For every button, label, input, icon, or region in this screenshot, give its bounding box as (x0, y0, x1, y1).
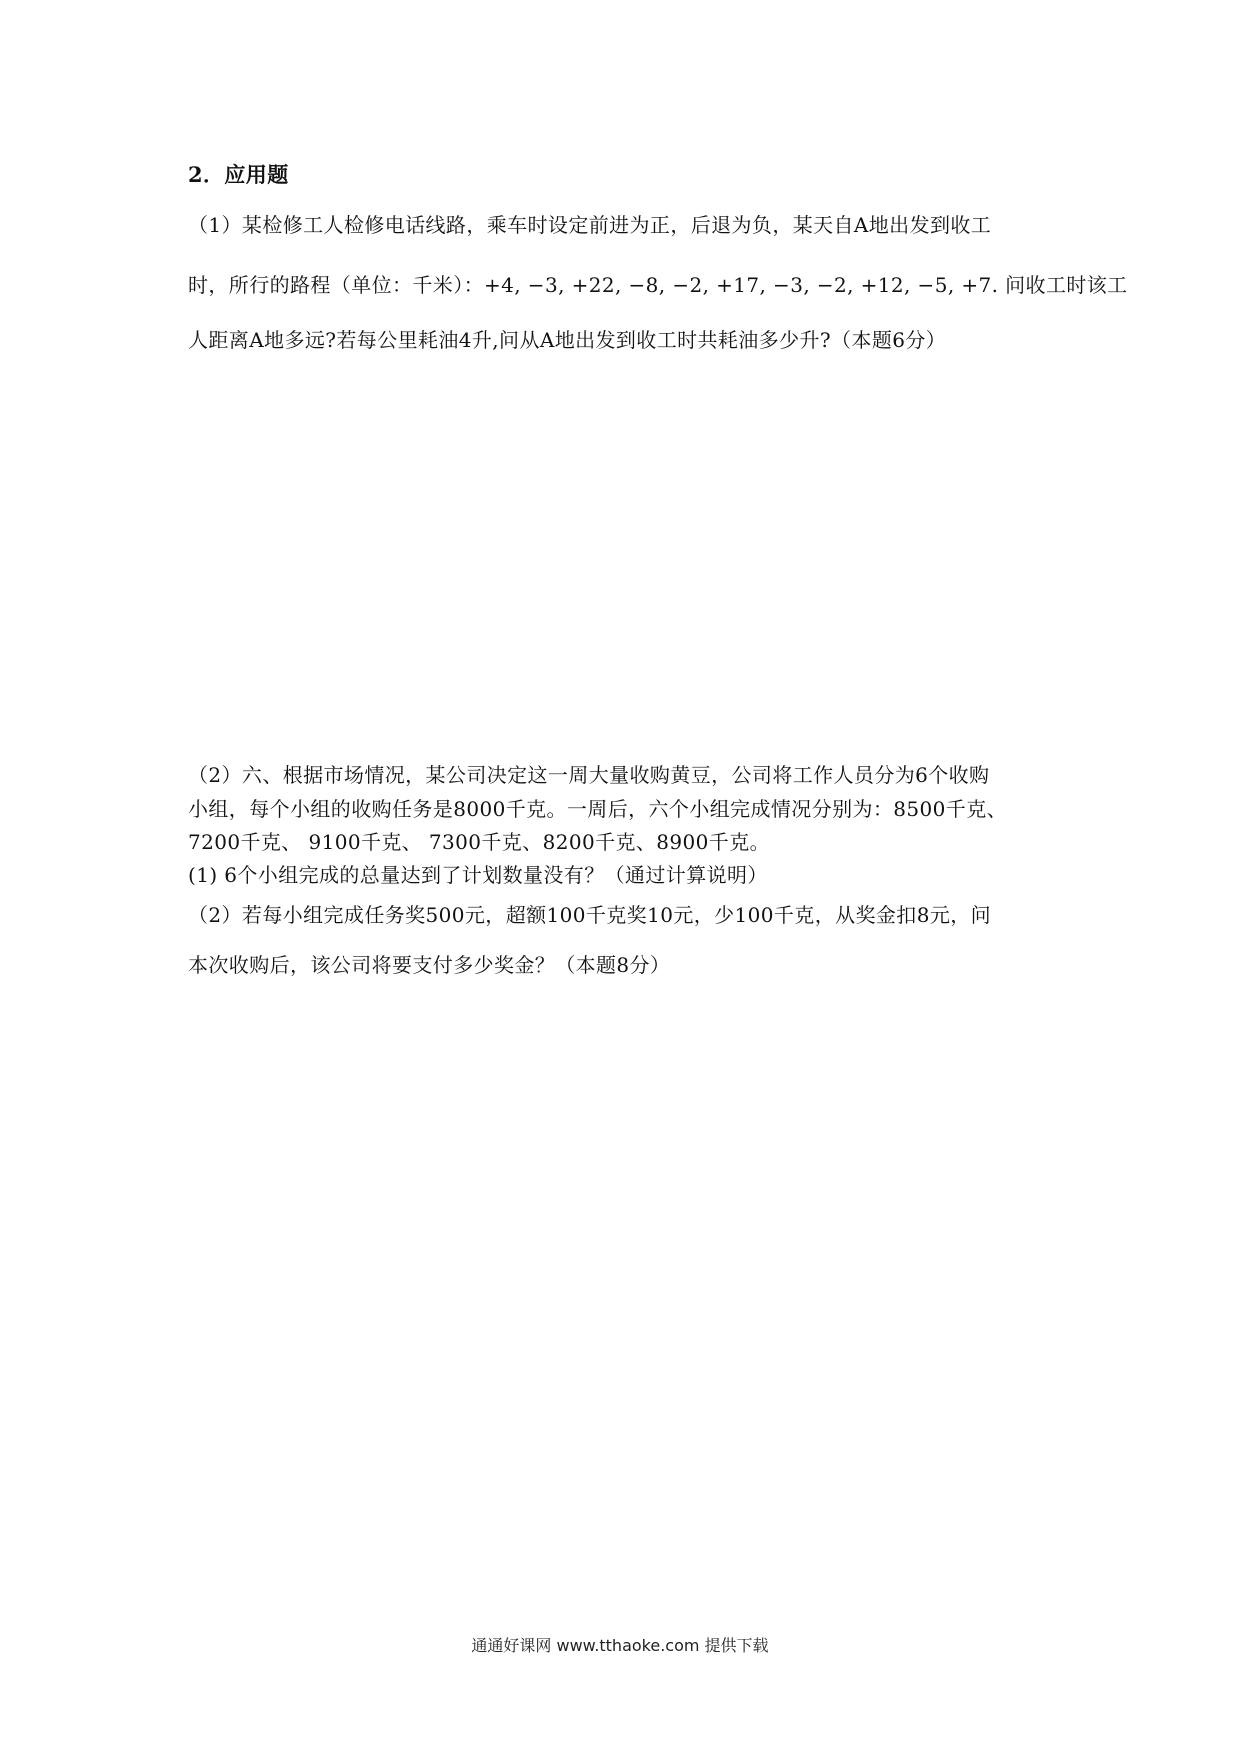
problem2-line-2: 小组，每个小组的收购任务是8000千克。一周后，六个小组完成情况分别为：8500千克、 (188, 797, 1007, 821)
section-heading: 2．应用题 (188, 162, 289, 187)
problem2-subquestion-2: （2）若每小组完成任务奖500元，超额100千克奖10元，少100千克，从奖金扣8元，问 (188, 903, 992, 927)
footer-credit: 通通好课网 www.tthaoke.com 提供下载 (471, 1636, 769, 1655)
problem2-subquestion-2-cont: 本次收购后，该公司将要支付多少奖金？（本题8分） (188, 953, 671, 977)
problem1-line-1: （1）某检修工人检修电话线路，乘车时设定前进为正，后退为负，某天自A地出发到收工 (188, 213, 992, 237)
problem2-line-3: 7200千克、 9100千克、 7300千克、8200千克、8900千克。 (188, 830, 771, 854)
problem2-line-1: （2）六、根据市场情况，某公司决定这一周大量收购黄豆，公司将工作人员分为6个收购 (188, 763, 990, 787)
problem1-line-3: 人距离A地多远?若每公里耗油4升,问从A地出发到收工时共耗油多少升?（本题6分） (188, 328, 947, 352)
problem2-subquestion-1: (1) 6个小组完成的总量达到了计划数量没有？（通过计算说明） (188, 863, 768, 887)
problem1-line-2: 时，所行的路程（单位：千米）：+4, −3, +22, −8, −2, +17, −3, −2, +12, −5, +7. 问收工时该工 (188, 273, 1128, 297)
